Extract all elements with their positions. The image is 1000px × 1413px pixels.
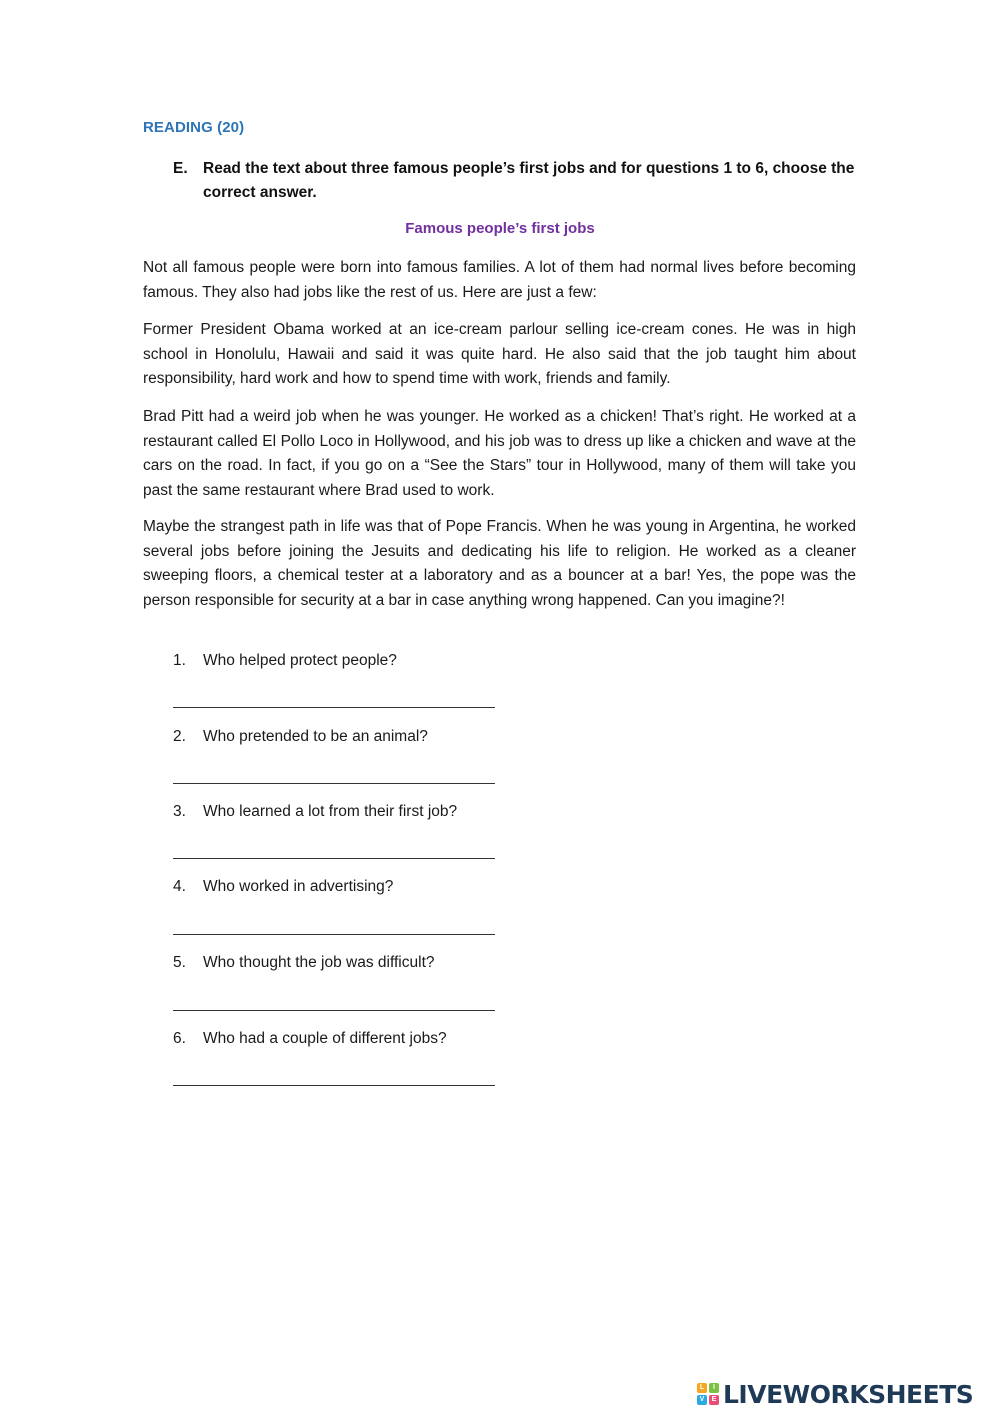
logo-text: LIVEWORKSHEETS (723, 1379, 974, 1409)
answer-field-1[interactable] (173, 707, 495, 708)
question-5 (173, 954, 435, 972)
question-text: Who worked in advertising? (203, 878, 394, 895)
question-text: Who pretended to be an animal? (203, 728, 428, 745)
passage-paragraph-1: Not all famous people were born into famous families. A lot of them had normal lives before becoming famous. They also had jobs like the rest of us. Here are just a few: (143, 259, 856, 301)
question-text: Who thought the job was difficult? (203, 954, 435, 971)
logo-mark-l: L (697, 1383, 707, 1393)
question-3 (173, 803, 457, 821)
answer-field-2[interactable] (173, 783, 495, 784)
answer-field-6[interactable] (173, 1085, 495, 1086)
question-number: 2. (173, 728, 186, 745)
question-number: 4. (173, 878, 186, 895)
logo-mark-i: I (709, 1383, 719, 1393)
question-6 (173, 1030, 447, 1048)
liveworksheets-logo-icon (697, 1383, 719, 1405)
task-text: Read the text about three famous people’s first jobs and for questions 1 to 6, choose the correct answer. (203, 160, 855, 201)
passage-paragraph-2: Former President Obama worked at an ice-cream parlour selling ice-cream cones. He was in high school in Honolulu, Hawaii and said it was quite hard. He also said that the job taught him about responsibility, hard work and how to spend time with work, friends and family. (143, 321, 856, 387)
passage-paragraph-3: Brad Pitt had a weird job when he was younger. He worked as a chicken! That’s right. He worked at a restaurant called El Pollo Loco in Hollywood, and his job was to dress up like a chicken and wave at the cars on the road. In fact, if you go on a “See the Stars” tour in Hollywood, many of them will take you past the same restaurant where Brad used to work. (143, 408, 856, 499)
question-number: 5. (173, 954, 186, 971)
question-number: 1. (173, 652, 186, 669)
task-letter: E. (173, 160, 188, 177)
answer-field-4[interactable] (173, 934, 495, 935)
question-number: 6. (173, 1030, 186, 1047)
question-1 (173, 652, 397, 670)
passage-paragraph-4: Maybe the strangest path in life was that of Pope Francis. When he was young in Argentina, he worked several jobs before joining the Jesuits and dedicating his life to religion. He worked as a cleaner sweeping floors, a chemical tester at a laboratory and as a bouncer at a bar! Yes, the pope was the person responsible for security at a bar in case anything wrong happened. Can you imagine?! (143, 518, 856, 609)
question-text: Who had a couple of different jobs? (203, 1030, 447, 1047)
question-number: 3. (173, 803, 186, 820)
liveworksheets-logo (697, 1378, 973, 1410)
question-4 (173, 878, 393, 896)
logo-mark-v: V (697, 1395, 707, 1405)
task-instruction (173, 157, 863, 205)
reading-title: Famous people’s first jobs (405, 220, 595, 237)
section-title: READING (20) (143, 119, 245, 136)
logo-mark-e: E (709, 1395, 719, 1405)
answer-field-3[interactable] (173, 858, 495, 859)
question-text: Who helped protect people? (203, 652, 397, 669)
answer-field-5[interactable] (173, 1010, 495, 1011)
question-text: Who learned a lot from their first job? (203, 803, 458, 820)
question-2 (173, 728, 428, 746)
